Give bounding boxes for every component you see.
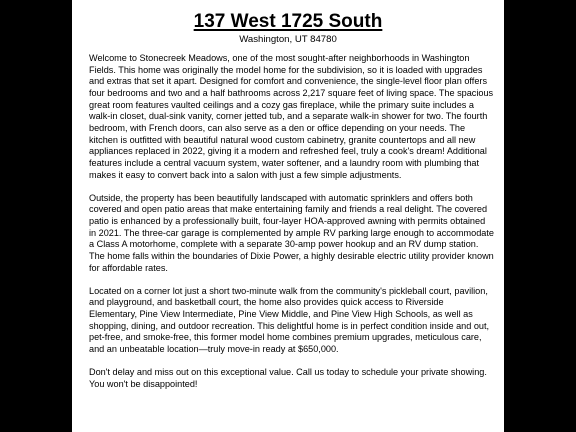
paragraph-exterior: Outside, the property has been beautifully landscaped with automatic sprinklers and offers both covered and open patio areas that make entertaining family and friends a real delight. The covered patio is enhanced by a professionally built, four-layer HOA-approved awning with permits obtained in 2021. The three-car garage is complemented by ample RV parking large enough to accommodate a Class A motorhome, complete with a separate 30-amp power hookup and an RV dump station. The home falls within the boundaries of Dixie Power, a highly desirable electric utility provider known for affordable rates. <box>89 192 494 273</box>
paragraph-call-to-action: Don't delay and miss out on this exceptional value. Call us today to schedule your private showing. You won't be disappointed! <box>89 367 487 389</box>
document-page <box>72 0 504 432</box>
listing-description <box>89 53 494 402</box>
paragraph-location: Located on a corner lot just a short two-minute walk from the community's pickleball court, pavilion, and playground, and basketball court, the home also provides quick access to Riverside Elementary, Pine View Intermediate, Pine View Middle, and Pine View High Schools, as well as shopping, dining, and outdoor recreation. This delightful home is in perfect condition inside and out, pet-free, and smoke-free, this former model home combines premium upgrades, meticulous care, and an unbeatable location—truly move-in ready at $650,000. <box>89 285 490 355</box>
paragraph-interior: Welcome to Stonecreek Meadows, one of the most sought-after neighborhoods in Washington Fields. This home was originally the model home for the subdivision, so it is loaded with upgrades and extras that set it apart. Designed for comfort and convenience, the single-level floor plan offers four bedrooms and two and a half bathrooms across 2,217 square feet of living space. The spacious great room features vaulted ceilings and a cozy gas fireplace, while the primary suite includes a walk-in closet, dual-sink vanity, corner jetted tub, and a separate walk-in shower for two. The fourth bedroom, with French doors, can also serve as a den or office depending on your needs. The kitchen is outfitted with beautiful natural wood custom cabinetry, granite countertops and all new appliances replaced in 2022, giving it a modern and refreshed feel, truly a cook's dream! Additional features include a central vacuum system, water softener, and a laundry room with plumbing that makes it easy to convert back into a salon with just a few simple adjustments. <box>89 53 494 180</box>
listing-location: Washington, UT 84780 <box>239 34 337 45</box>
listing-title: 137 West 1725 South <box>193 11 383 32</box>
